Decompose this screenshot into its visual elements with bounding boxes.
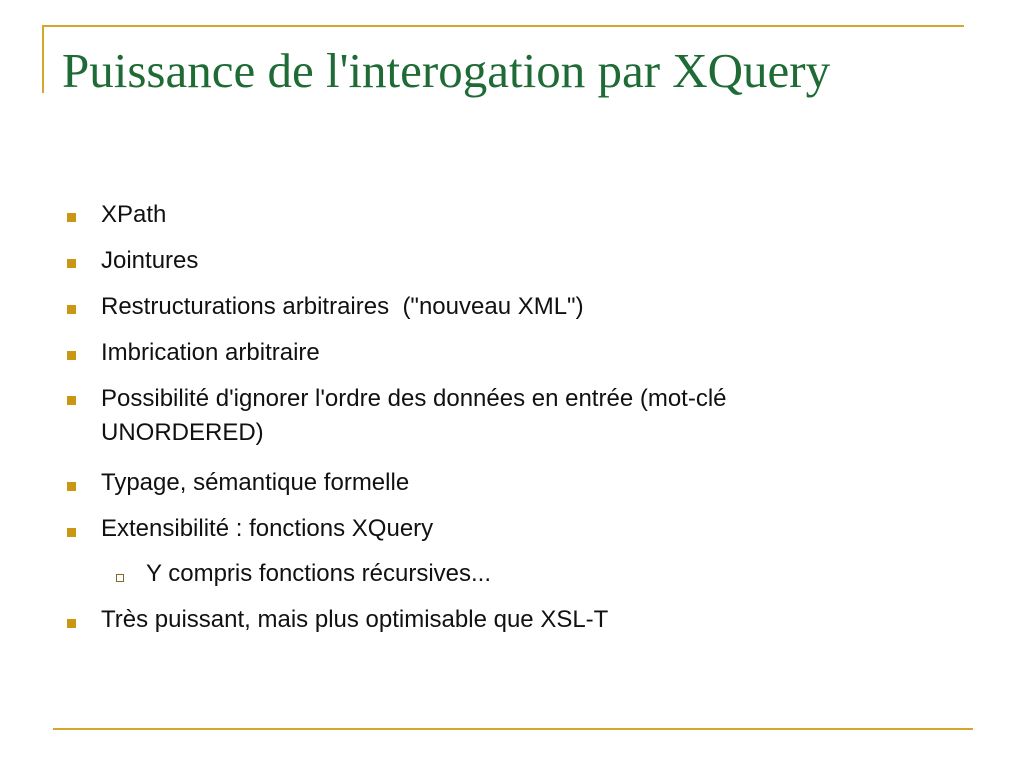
square-bullet-icon <box>67 396 76 405</box>
slide-title: Puissance de l'interogation par XQuery <box>62 43 831 98</box>
square-bullet-icon <box>67 482 76 491</box>
bullet-text: Restructurations arbitraires ("nouveau XML") <box>101 293 584 320</box>
square-bullet-icon <box>67 213 76 222</box>
square-bullet-icon <box>67 259 76 268</box>
square-bullet-icon <box>67 351 76 360</box>
hollow-square-bullet-icon <box>116 574 124 582</box>
square-bullet-icon <box>67 305 76 314</box>
bullet-text: Imbrication arbitraire <box>101 339 320 366</box>
bullet-text: Jointures <box>101 247 199 274</box>
bullet-text: Possibilité d'ignorer l'ordre des données en entrée (mot-clé UNORDERED) <box>101 385 727 446</box>
bullet-text: Très puissant, mais plus optimisable que XSL-T <box>101 606 609 633</box>
bullet-text: Typage, sémantique formelle <box>101 469 410 496</box>
sub-bullet-text: Y compris fonctions récursives... <box>146 560 492 587</box>
bullet-text: Extensibilité : fonctions XQuery <box>101 515 434 542</box>
square-bullet-icon <box>67 528 76 537</box>
square-bullet-icon <box>67 619 76 628</box>
bullet-text: XPath <box>101 201 167 228</box>
